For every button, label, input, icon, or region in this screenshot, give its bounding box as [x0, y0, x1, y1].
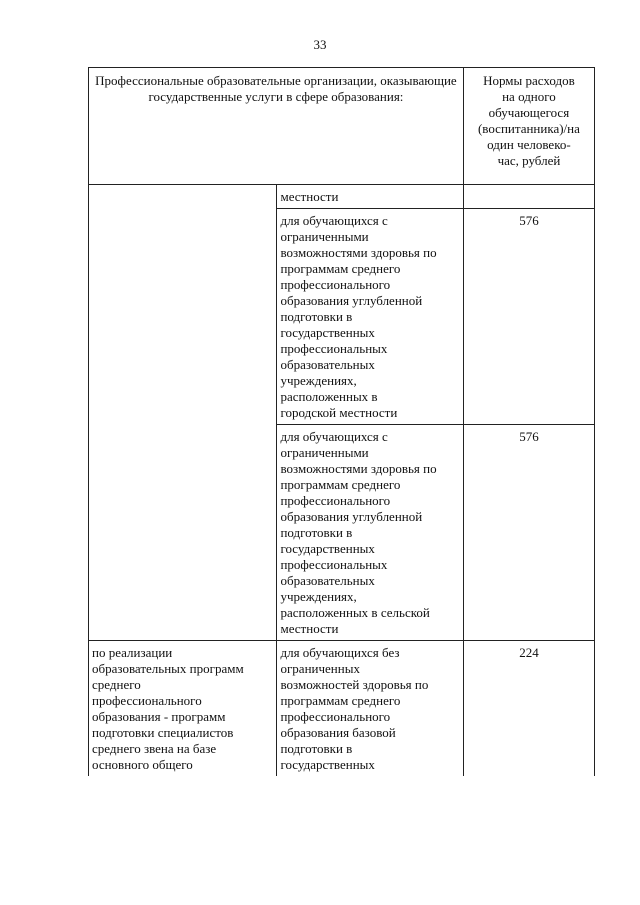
description-line: для обучающихся с [280, 429, 388, 444]
header-org-cell: Профессиональные образовательные организации, оказывающие государственные услуги в сфере образования: [89, 68, 464, 185]
header-norm-line: обучающегося [488, 105, 570, 120]
table-row [89, 185, 595, 209]
description-line: возможностями здоровья по [280, 461, 437, 476]
description-line: расположенных в сельской [280, 605, 430, 620]
row-category-cell [89, 185, 277, 641]
description-line: для обучающихся без [280, 645, 400, 660]
description-line: образовательных [280, 573, 375, 588]
description-line: государственных [280, 541, 375, 556]
description-line: программам среднего [280, 477, 401, 492]
row-description-cell [277, 641, 463, 777]
description-line: возможностями здоровья по [280, 245, 437, 260]
description-line: учреждениях, [280, 589, 357, 604]
description-line: государственных [280, 757, 375, 772]
category-line: образовательных программ [92, 661, 244, 676]
category-line: основного общего [92, 757, 193, 772]
category-line: подготовки специалистов [92, 725, 234, 740]
description-line: образования базовой [280, 725, 396, 740]
norms-table [88, 67, 595, 776]
description-line: возможностей здоровья по [280, 677, 429, 692]
description-line: ограниченных [280, 661, 360, 676]
row-description-cell [277, 425, 463, 641]
description-line: образования углубленной [280, 509, 423, 524]
description-line: профессиональных [280, 557, 388, 572]
header-norm-line: (воспитанника)/на [477, 121, 580, 136]
description-line: городской местности [280, 405, 398, 420]
description-line: профессиональных [280, 341, 388, 356]
header-norm-cell [463, 68, 594, 185]
category-line: образования - программ [92, 709, 226, 724]
category-line: профессионального [92, 693, 202, 708]
row-description-cell [277, 209, 463, 425]
header-norm-line: один человеко- [487, 137, 571, 152]
description-line: программам среднего [280, 693, 401, 708]
description-line: местности [280, 621, 339, 636]
description-line: образовательных [280, 357, 375, 372]
page-number: 33 [313, 37, 327, 52]
category-line: по реализации [92, 645, 173, 660]
description-line: местности [280, 189, 339, 204]
description-line: подготовки в [280, 525, 353, 540]
table-header-row [89, 68, 595, 185]
description-line: профессионального [280, 277, 391, 292]
category-line: среднего [92, 677, 141, 692]
category-line: среднего звена на базе [92, 741, 217, 756]
row-norm-value: 576 [463, 209, 594, 425]
description-line: подготовки в [280, 741, 353, 756]
description-line: расположенных в [280, 389, 378, 404]
description-line: профессионального [280, 493, 391, 508]
header-norm-line: на одного [502, 89, 556, 104]
description-line: ограниченными [280, 445, 369, 460]
row-category-cell [89, 641, 277, 777]
description-line: образования углубленной [280, 293, 423, 308]
description-line: учреждениях, [280, 373, 357, 388]
description-line: государственных [280, 325, 375, 340]
description-line: подготовки в [280, 309, 353, 324]
description-line: профессионального [280, 709, 391, 724]
header-norm-line: Нормы расходов [483, 73, 575, 88]
row-description-cell [277, 185, 463, 209]
row-norm-value: 576 [463, 425, 594, 641]
description-line: ограниченными [280, 229, 369, 244]
description-line: программам среднего [280, 261, 401, 276]
header-norm-line: час, рублей [497, 153, 561, 168]
table-row [89, 641, 595, 777]
description-line: для обучающихся с [280, 213, 388, 228]
row-norm-value [463, 185, 594, 209]
row-norm-value: 224 [463, 641, 594, 777]
